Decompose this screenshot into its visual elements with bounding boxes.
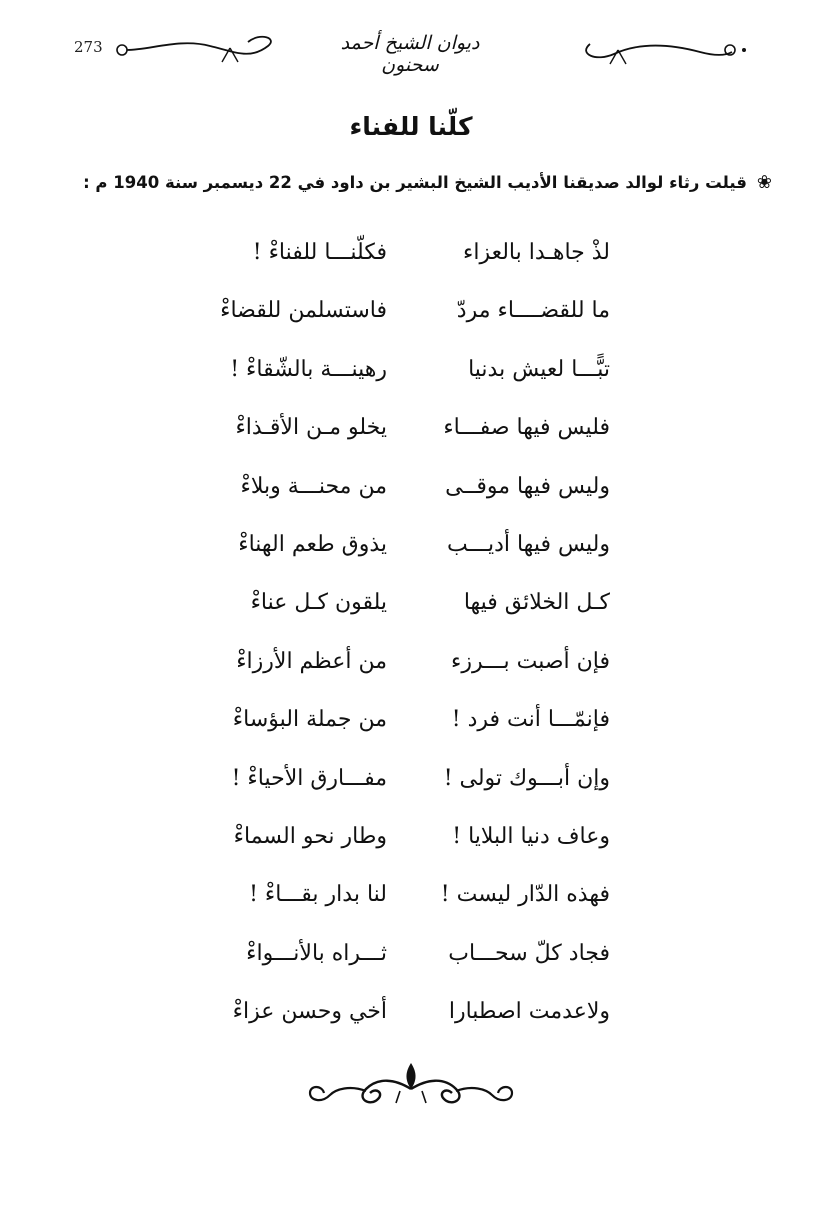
- poem-body: [0, 230, 822, 1047]
- verse-first-hemistich: تبًّـــا لعيش بدنيا: [468, 356, 610, 382]
- verse-first-hemistich: فهذه الدّار ليست !: [440, 882, 610, 908]
- verse-line: [0, 580, 822, 638]
- end-ornament-icon: [300, 1055, 522, 1115]
- verse-line: [0, 522, 822, 580]
- verse-second-hemistich: وطار نحو السماءْ: [233, 823, 387, 849]
- verse-line: [0, 697, 822, 755]
- verse-second-hemistich: فكلّنـــا للفناءْ !: [252, 240, 387, 265]
- intro-text: قيلت رثاء لوالد صديقنا الأديب الشيخ البشير بن داود في 22 ديسمبر سنة 1940 م :: [83, 173, 747, 192]
- verse-line: [0, 230, 822, 288]
- verse-second-hemistich: ثـــراه بالأنـــواءْ: [246, 940, 387, 966]
- verse-first-hemistich: وليس فيها أديـــب: [447, 531, 610, 557]
- page-header: [60, 22, 760, 76]
- flourish-left-icon: [110, 28, 280, 68]
- verse-line: [0, 405, 822, 463]
- verse-first-hemistich: فإنمّـــا أنت فرد !: [451, 707, 610, 733]
- verse-first-hemistich: وإن أبـــوك تولى !: [443, 765, 610, 791]
- verse-first-hemistich: وعاف دنيا البلايا !: [452, 823, 610, 849]
- running-head: ديوان الشيخ أحمد سحنون: [340, 32, 480, 76]
- verse-first-hemistich: كـل الخلائق فيها: [463, 590, 610, 616]
- ornament-mark-icon: ❀: [756, 172, 772, 193]
- verse-line: [0, 639, 822, 697]
- verse-first-hemistich: فليس فيها صفـــاء: [443, 415, 610, 441]
- verse-second-hemistich: أخي وحسن عزاءْ: [232, 999, 387, 1025]
- verse-first-hemistich: لذْ جاهـدا بالعزاء: [463, 240, 610, 265]
- verse-line: [0, 872, 822, 930]
- verse-line: [0, 931, 822, 989]
- verse-second-hemistich: من محنـــة وبلاءْ: [240, 473, 387, 499]
- verse-line: [0, 288, 822, 346]
- verse-second-hemistich: لنا بدار بقـــاءْ !: [249, 882, 387, 908]
- verse-second-hemistich: مفـــارق الأحياءْ !: [231, 765, 387, 791]
- verse-first-hemistich: وليس فيها موقــى: [445, 473, 610, 499]
- verse-second-hemistich: رهينـــة بالشّقاءْ !: [230, 356, 387, 382]
- verse-line: [0, 464, 822, 522]
- verse-first-hemistich: ولاعدمت اصطبارا: [448, 999, 610, 1025]
- verse-second-hemistich: يخلو مـن الأقـذاءْ: [235, 415, 387, 441]
- verse-first-hemistich: فجاد كلّ سحـــاب: [448, 940, 610, 966]
- verse-first-hemistich: فإن أصبت بـــرزء: [451, 648, 610, 674]
- verse-second-hemistich: فاستسلمن للقضاءْ: [220, 298, 387, 324]
- page-number: 273: [74, 38, 103, 56]
- verse-second-hemistich: يلقون كـل عناءْ: [250, 590, 387, 616]
- verse-second-hemistich: من جملة البؤساءْ: [232, 707, 387, 733]
- verse-line: [0, 814, 822, 872]
- verse-first-hemistich: ما للقضــــاء مردّ: [456, 298, 610, 324]
- poem-title: كلّنا للفناء: [349, 112, 473, 141]
- verse-second-hemistich: من أعظم الأرزاءْ: [236, 648, 387, 674]
- verse-line: [0, 756, 822, 814]
- verse-line: [0, 347, 822, 405]
- verse-line: [0, 989, 822, 1047]
- flourish-right-icon: [570, 28, 750, 68]
- poem-intro: [32, 172, 772, 193]
- verse-second-hemistich: يذوق طعم الهناءْ: [238, 531, 387, 557]
